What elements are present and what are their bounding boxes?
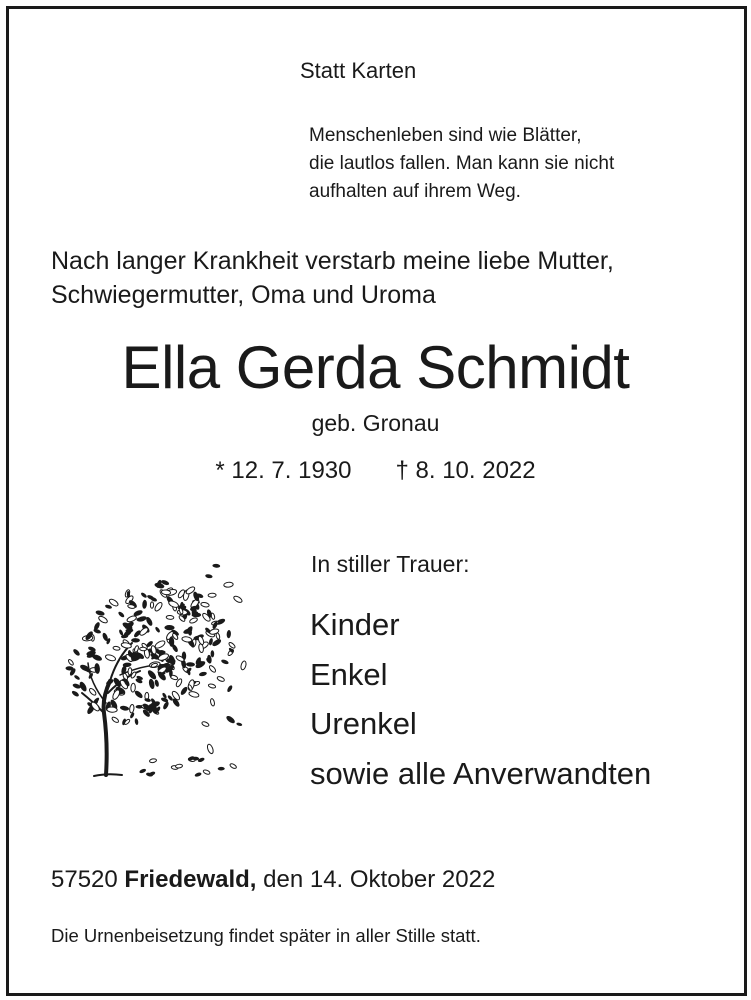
mourner-entry: Enkel (310, 656, 388, 692)
intro-text (51, 244, 731, 312)
maiden-name: geb. Gronau (311, 410, 440, 436)
life-dates (0, 457, 751, 485)
wind-blown-tree-icon (62, 553, 252, 783)
deceased-name: Ella Gerda Schmidt (121, 334, 630, 401)
death-date: † 8. 10. 2022 (395, 457, 536, 484)
burial-note: Die Urnenbeisetzung findet später in aller Stille statt. (51, 925, 481, 946)
mourning-label: In stiller Trauer: (311, 551, 470, 577)
intro-line: Nach langer Krankheit verstarb meine liebe Mutter, (51, 247, 614, 275)
town-name: Friedewald, (124, 866, 257, 893)
poem-quote (309, 122, 709, 206)
mourners-list (310, 600, 651, 798)
zip-code: 57520 (51, 866, 118, 893)
intro-line: Schwiegermutter, Oma und Uroma (51, 281, 436, 309)
birth-date: * 12. 7. 1930 (215, 457, 352, 484)
mourner-entry: Kinder (310, 607, 400, 642)
mourner-entry: Urenkel (310, 706, 417, 741)
poem-line: Menschenleben sind wie Blätter, (309, 125, 582, 146)
place-and-date (51, 866, 495, 894)
mourner-entry: sowie alle Anverwandten (310, 755, 652, 791)
notice-date: den 14. Oktober 2022 (263, 866, 496, 893)
poem-line: die lautlos fallen. Man kann sie nicht (309, 153, 615, 174)
notice-heading: Statt Karten (300, 58, 417, 83)
poem-line: aufhalten auf ihrem Weg. (309, 181, 521, 202)
